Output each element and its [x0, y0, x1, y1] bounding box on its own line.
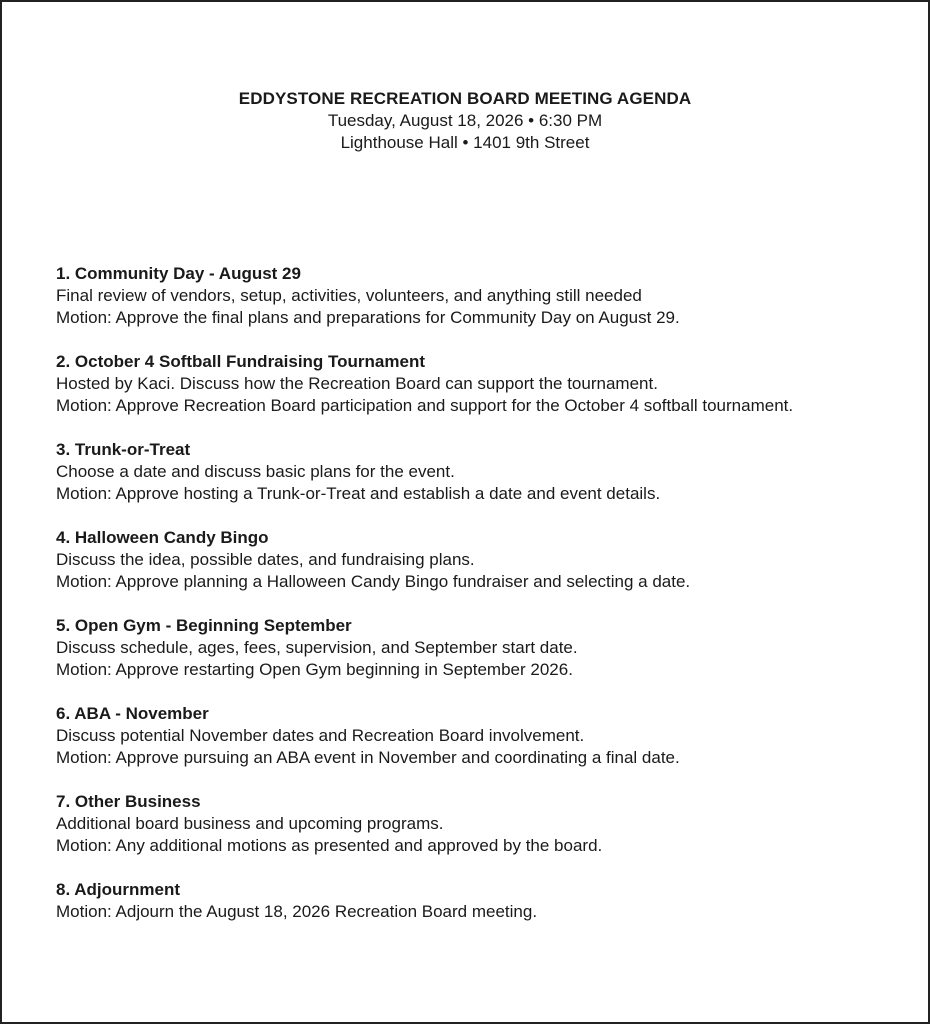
agenda-item-description: Hosted by Kaci. Discuss how the Recreation Board can support the tournament.	[56, 374, 658, 393]
agenda-item-motion: Motion: Adjourn the August 18, 2026 Recreation Board meeting.	[56, 902, 538, 921]
agenda-item	[56, 791, 916, 857]
agenda-item-title: 6. ABA - November	[56, 704, 209, 723]
agenda-item-description: Additional board business and upcoming programs.	[56, 814, 444, 833]
agenda-item-motion: Motion: Approve restarting Open Gym beginning in September 2026.	[56, 660, 573, 679]
agenda-item-title: 2. October 4 Softball Fundraising Tournament	[56, 352, 425, 371]
agenda-item-motion: Motion: Approve Recreation Board participation and support for the October 4 softball tournament.	[56, 396, 794, 415]
agenda-item	[56, 703, 916, 769]
agenda-item-description: Discuss the idea, possible dates, and fundraising plans.	[56, 550, 475, 569]
agenda-title: EDDYSTONE RECREATION BOARD MEETING AGENDA	[238, 89, 692, 108]
meeting-location: Lighthouse Hall • 1401 9th Street	[340, 133, 590, 152]
agenda-item-title: 1. Community Day - August 29	[56, 264, 301, 283]
agenda-item	[56, 879, 916, 923]
agenda-item-description: Final review of vendors, setup, activities, volunteers, and anything still needed	[56, 286, 642, 305]
agenda-header	[2, 88, 928, 154]
agenda-item-title: 7. Other Business	[56, 792, 201, 811]
agenda-item-title: 3. Trunk-or-Treat	[56, 440, 191, 459]
agenda-item	[56, 615, 916, 681]
agenda-item	[56, 439, 916, 505]
agenda-item-description: Discuss schedule, ages, fees, supervision, and September start date.	[56, 638, 578, 657]
agenda-item-motion: Motion: Approve pursuing an ABA event in November and coordinating a final date.	[56, 748, 680, 767]
agenda-item-motion: Motion: Any additional motions as presented and approved by the board.	[56, 836, 603, 855]
agenda-item	[56, 527, 916, 593]
agenda-item-motion: Motion: Approve hosting a Trunk-or-Treat and establish a date and event details.	[56, 484, 661, 503]
agenda-item	[56, 263, 916, 329]
agenda-item-motion: Motion: Approve planning a Halloween Candy Bingo fundraiser and selecting a date.	[56, 572, 691, 591]
agenda-item-title: 5. Open Gym - Beginning September	[56, 616, 352, 635]
meeting-datetime: Tuesday, August 18, 2026 • 6:30 PM	[327, 111, 603, 130]
agenda-item-title: 4. Halloween Candy Bingo	[56, 528, 269, 547]
agenda-list	[56, 263, 916, 945]
agenda-item-description: Choose a date and discuss basic plans for the event.	[56, 462, 455, 481]
agenda-item-title: 8. Adjournment	[56, 880, 181, 899]
agenda-item	[56, 351, 916, 417]
agenda-item-motion: Motion: Approve the final plans and preparations for Community Day on August 29.	[56, 308, 680, 327]
agenda-item-description: Discuss potential November dates and Recreation Board involvement.	[56, 726, 585, 745]
